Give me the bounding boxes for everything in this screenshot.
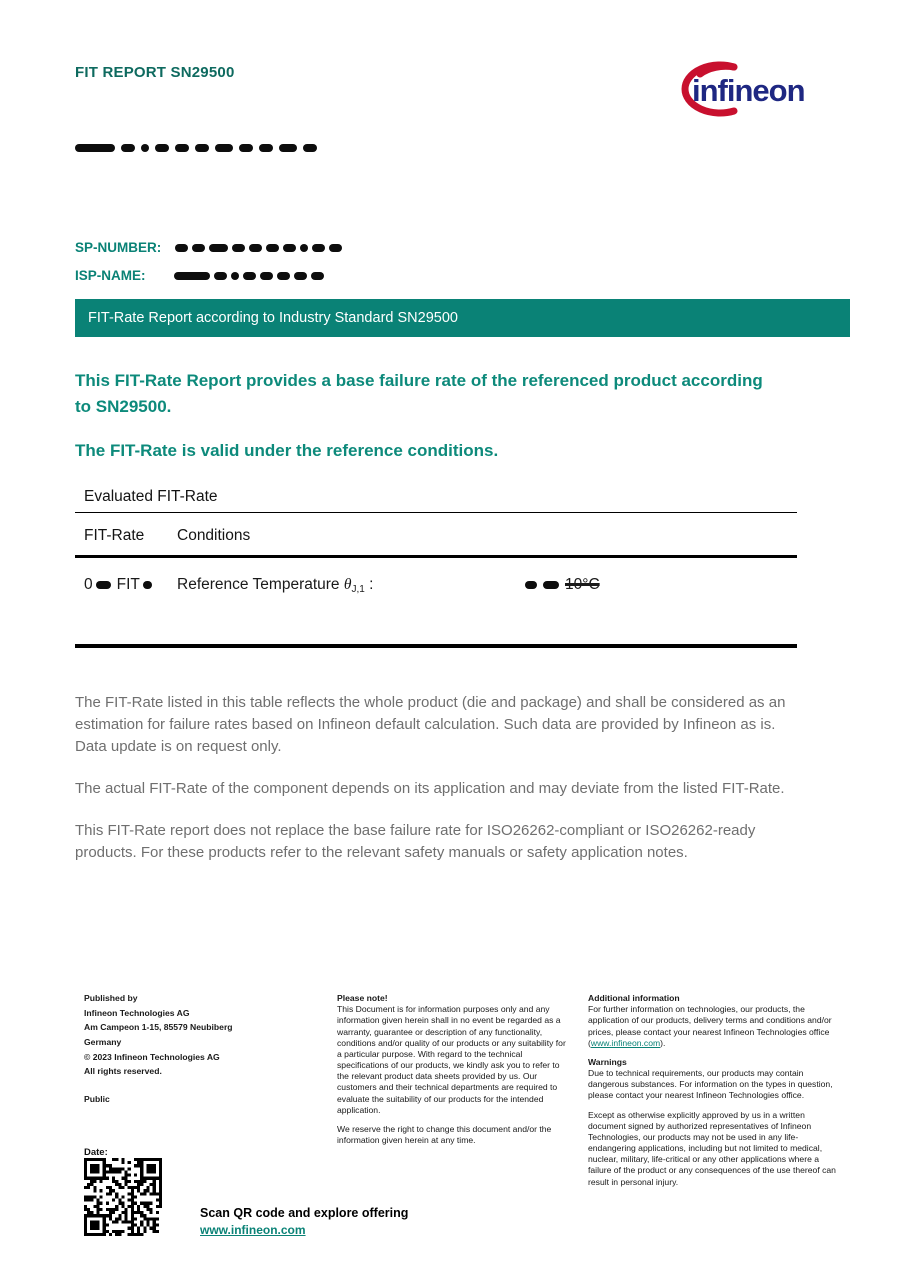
condition-colon: : [369, 576, 374, 593]
condition-value: 10°C [565, 576, 600, 593]
qr-caption: Scan QR code and explore offering [200, 1206, 409, 1220]
table-section-title: Evaluated FIT-Rate [84, 488, 218, 505]
warnings-body-1: Due to technical requirements, our products may contain dangerous substances. For information on the types in question, please contact your nearest Infineon Technologies office. [588, 1068, 833, 1101]
condition-value-redacted [525, 576, 565, 593]
published-by: Published by [84, 993, 138, 1003]
company-country: Germany [84, 1037, 122, 1048]
conditions-cell [177, 576, 373, 595]
isp-name-row [75, 268, 328, 283]
footer-note-column [337, 993, 570, 1154]
table-header-fit-rate: FIT-Rate [84, 527, 145, 544]
please-note-body: This Document is for information purposes only and any information given herein shall in no event be regarded as a warranty, guarantee or description of any functionality, conditions and/or quality of our products or any suitability for a particular purpose. With regard to the technical specifications of our products, we kindly ask you to refer to the relevant product data sheets provided by us. Our customers and their technical departments are required to evaluate the suitability of our products for the intended application. [337, 1004, 566, 1115]
sp-number-row [75, 240, 346, 255]
additional-info-heading: Additional information [588, 993, 680, 1003]
isp-name-redacted-value [174, 268, 328, 283]
intro-statement-1: This FIT-Rate Report provides a base failure rate of the referenced product according to SN29500. [75, 371, 763, 417]
condition-label: Reference Temperature [177, 576, 340, 593]
classification-label: Public [84, 1093, 110, 1104]
company-address: Am Campeon 1-15, 85579 Neubiberg [84, 1022, 233, 1033]
warnings-heading: Warnings [588, 1056, 627, 1067]
infineon-logo [672, 58, 832, 122]
condition-value-cell [525, 576, 600, 594]
banner-text: FIT-Rate Report according to Industry Standard SN29500 [88, 310, 458, 326]
theta-symbol: θ [343, 576, 352, 593]
footer-published-column [84, 993, 299, 1108]
table-top-rule [75, 512, 797, 513]
body-paragraph-2: The actual FIT-Rate of the component depends on its application and may deviate from the listed FIT-Rate. [75, 780, 785, 797]
fit-rate-redacted-2 [143, 576, 158, 593]
qr-code [84, 1158, 162, 1236]
reserve-right-text: We reserve the right to change this document and/or the information given herein at any time. [337, 1123, 552, 1146]
qr-infineon-link[interactable]: www.infineon.com [200, 1223, 306, 1237]
infineon-link[interactable]: www.infineon.com [590, 1037, 661, 1048]
fit-rate-prefix: 0 [84, 576, 93, 593]
fit-rate-redacted [96, 576, 117, 593]
table-header-conditions: Conditions [177, 527, 251, 544]
date-label: Date: [84, 1147, 108, 1158]
body-paragraph-1: The FIT-Rate listed in this table reflects the whole product (die and package) and shall be considered as an estimation for failure rates based on Infineon default calculation. Such data are provided by Infineon as is. Data update is on request only. [75, 694, 786, 755]
intro-statement-2: The FIT-Rate is valid under the reference conditions. [75, 441, 499, 460]
footer-additional-column [588, 993, 838, 1196]
additional-info-text: For further information on technologies, our products, the application of our products, delivery terms and conditions and/or prices, please contact your nearest Infineon Technologies office ( [588, 1004, 832, 1048]
copyright: © 2023 Infineon Technologies AG [84, 1051, 220, 1062]
additional-info-body [588, 1004, 838, 1049]
page-title: FIT REPORT SN29500 [75, 64, 235, 81]
please-note-heading: Please note! [337, 993, 388, 1003]
redacted-subtitle [75, 139, 323, 157]
isp-name-label: ISP-NAME: [75, 268, 146, 283]
company-name: Infineon Technologies AG [84, 1007, 190, 1018]
logo-wordmark: infineon [692, 73, 805, 108]
table-bottom-rule [75, 644, 797, 648]
section-banner [75, 299, 850, 337]
fit-rate-unit: FIT [116, 576, 140, 593]
table-header-rule [75, 555, 797, 558]
fit-rate-cell [84, 576, 158, 594]
warnings-body-2: Except as otherwise explicitly approved by us in a written document signed by authorized representatives of Infineon Technologies, our products may not be used in any life-endangering applications, including but not limited to medical, nuclear, military, life-critical or any other applications where a failure of the product or any consequences of the use thereof can result in personal injury. [588, 1109, 836, 1187]
sp-number-label: SP-NUMBER: [75, 240, 162, 255]
rights-reserved: All rights reserved. [84, 1066, 162, 1077]
body-paragraph-3: This FIT-Rate report does not replace the base failure rate for ISO26262-compliant or ISO26262-ready products. For these products refer to the relevant safety manuals or safety application notes. [75, 822, 756, 861]
theta-subscript: J,1 [351, 584, 365, 595]
additional-info-text-after: ). [660, 1037, 666, 1048]
sp-number-redacted-value [175, 240, 346, 255]
